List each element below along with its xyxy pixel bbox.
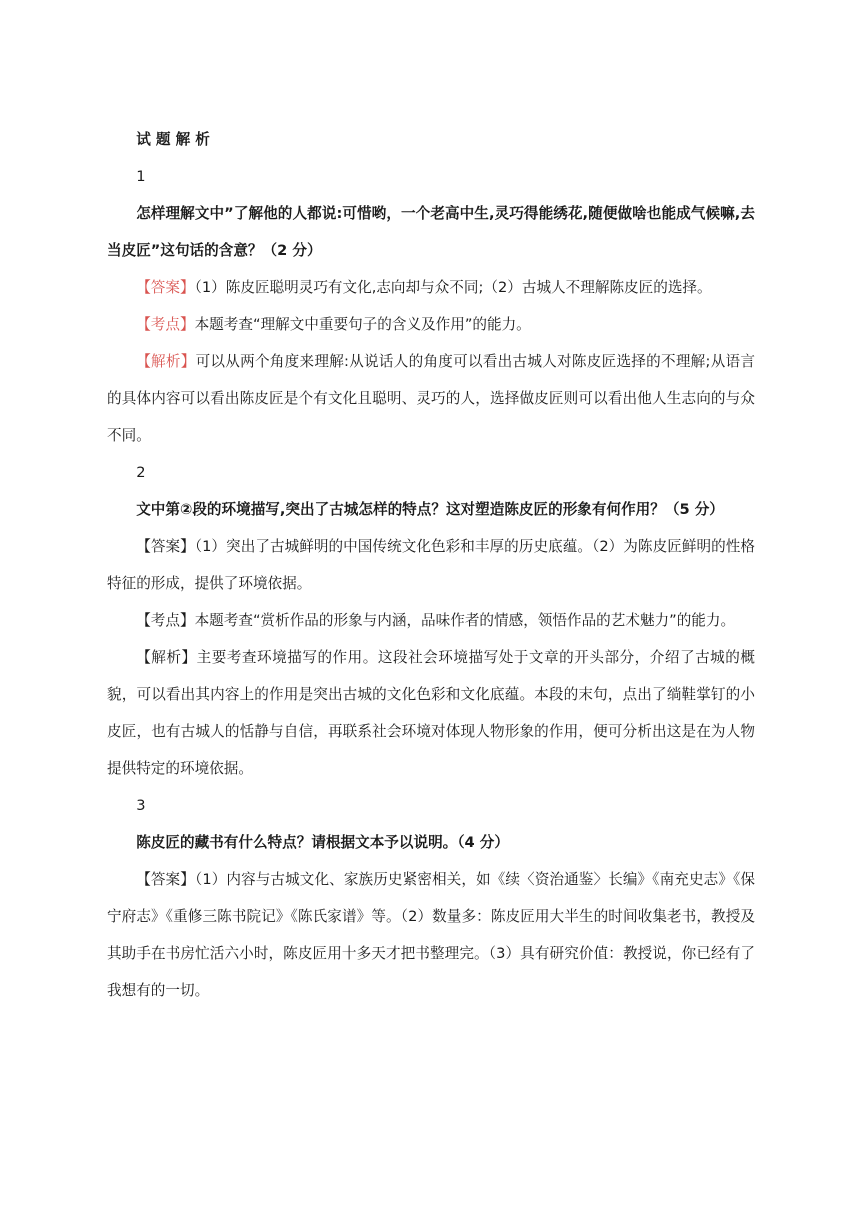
point-text: 本题考查“理解文中重要句子的含义及作用”的能力。 [194, 316, 531, 333]
section-title: 试题解析 [136, 131, 216, 148]
analysis-tag: 【解析】 [136, 353, 196, 370]
point-tag: 【考点】 [136, 316, 195, 333]
answer-tag: 【答案】 [136, 538, 195, 555]
point-paragraph [107, 602, 755, 639]
question-number: 3 [136, 797, 146, 814]
point-paragraph [107, 306, 755, 343]
point-text: 本题考查“赏析作品的形象与内涵，品味作者的情感，领悟作品的艺术魅力”的能力。 [194, 612, 736, 629]
analysis-text: 可以从两个角度来理解:从说话人的角度可以看出古城人对陈皮匠选择的不理解;从语言的具体内容可以看出陈皮匠是个有文化且聪明、灵巧的人，选择做皮匠则可以看出他人生志向的与众不同。 [107, 353, 755, 444]
answer-text: （1）陈皮匠聪明灵巧有文化,志向却与众不同;（2）古城人不理解陈皮匠的选择。 [194, 279, 712, 296]
answer-text: （1）突出了古城鲜明的中国传统文化色彩和丰厚的历史底蕴。（2）为陈皮匠鲜明的性格特征的形成，提供了环境依据。 [107, 538, 755, 592]
answer-tag: 【答案】 [136, 279, 195, 296]
analysis-tag: 【解析】 [136, 649, 197, 666]
analysis-paragraph [107, 343, 755, 454]
answer-paragraph [107, 269, 755, 306]
question-number: 2 [136, 464, 146, 481]
point-tag: 【考点】 [136, 612, 195, 629]
answer-text: （1）内容与古城文化、家族历史紧密相关，如《续〈资治通鉴〉长编》《南充史志》《保宁府志》《重修三陈书院记》《陈氏家谱》等。（2）数量多：陈皮匠用大半生的时间收集老书，教授及其助手在书房忙活六小时，陈皮匠用十多天才把书整理完。（3）具有研究价值：教授说，你已经有了我想有的一切。 [107, 871, 755, 999]
question-text: 陈皮匠的藏书有什么特点？请根据文本予以说明。（4 分） [136, 834, 509, 851]
question-text: 怎样理解文中”了解他的人都说:可惜哟，一个老高中生,灵巧得能绣花,随便做啥也能成气候嘛,去当皮匠”这句话的含意？（2 分） [107, 205, 755, 259]
question-number: 1 [136, 168, 146, 185]
analysis-paragraph [107, 639, 755, 787]
question-text: 文中第②段的环境描写,突出了古城怎样的特点？这对塑造陈皮匠的形象有何作用？（5 分） [136, 501, 724, 518]
document-content [107, 121, 755, 1009]
answer-paragraph [107, 528, 755, 602]
answer-paragraph [107, 861, 755, 1009]
answer-tag: 【答案】 [136, 871, 195, 888]
analysis-text: 主要考查环境描写的作用。这段社会环境描写处于文章的开头部分，介绍了古城的概貌，可以看出其内容上的作用是突出古城的文化色彩和文化底蕴。本段的末句，点出了绱鞋掌钉的小皮匠，也有古城人的恬静与自信，再联系社会环境对体现人物形象的作用，便可分析出这是在为人物提供特定的环境依据。 [107, 649, 755, 777]
